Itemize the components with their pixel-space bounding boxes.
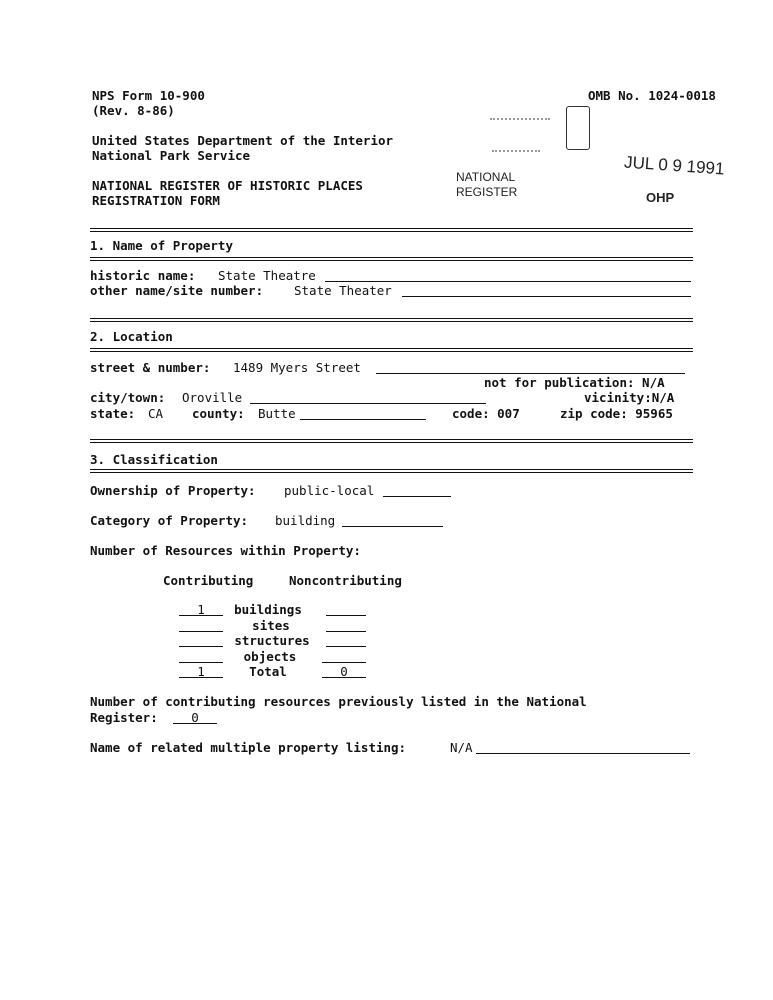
contributing-total: 1: [197, 664, 205, 679]
street-label: street & number:: [90, 360, 211, 375]
previously-listed-label: Register:: [90, 710, 158, 725]
vicinity: vicinity:N/A: [584, 390, 675, 405]
city-label: city/town:: [90, 390, 166, 405]
department-name: United States Department of the Interior: [92, 133, 394, 148]
section-divider: [90, 257, 693, 261]
historic-name-value: State Theatre: [218, 268, 316, 283]
section2-heading: 2. Location: [90, 329, 173, 344]
resources-heading: Number of Resources within Property:: [90, 543, 361, 558]
resource-label: structures: [234, 633, 310, 648]
resource-label: objects: [243, 649, 297, 664]
street-underline: [376, 373, 685, 374]
stamp-office: OHP: [646, 190, 675, 205]
state-value: CA: [148, 406, 164, 421]
city-value: Oroville: [182, 390, 243, 405]
stamp-national: NATIONAL: [456, 170, 516, 184]
form-number: NPS Form 10-900: [92, 88, 205, 103]
resource-total-label: Total: [249, 664, 287, 679]
section1-heading: 1. Name of Property: [90, 238, 233, 253]
category-label: Category of Property:: [90, 513, 249, 528]
section-divider: [90, 439, 693, 443]
ownership-label: Ownership of Property:: [90, 483, 256, 498]
stamp-date: JUL 0 9 1991: [623, 152, 726, 179]
historic-name-underline: [325, 281, 691, 282]
form-title: REGISTRATION FORM: [92, 193, 220, 208]
historic-name-label: historic name:: [90, 268, 196, 283]
other-name-underline: [402, 296, 691, 297]
register-title: NATIONAL REGISTER OF HISTORIC PLACES: [92, 178, 363, 193]
contributing-blank: [179, 662, 223, 663]
previously-listed-text: Number of contributing resources previously listed in the National: [90, 694, 587, 709]
stamp-smudge: [490, 118, 550, 122]
section-divider: [90, 348, 693, 352]
not-for-publication: not for publication: N/A: [484, 375, 665, 390]
stamp-smudge-2: [492, 150, 540, 154]
county-underline: [300, 419, 426, 420]
street-value: 1489 Myers Street: [233, 360, 361, 375]
form-revision: (Rev. 8-86): [92, 103, 175, 118]
other-name-value: State Theater: [294, 283, 392, 298]
category-underline: [342, 526, 443, 527]
section3-heading: 3. Classification: [90, 452, 218, 467]
resource-label: buildings: [234, 602, 302, 617]
county-label: county:: [192, 406, 245, 421]
multiple-listing-value: N/A: [450, 740, 473, 755]
resource-label: sites: [252, 618, 290, 633]
city-underline: [250, 403, 486, 404]
category-value: building: [275, 513, 336, 528]
contributing-header: Contributing: [163, 573, 254, 588]
multiple-listing-label: Name of related multiple property listing:: [90, 740, 407, 755]
noncontributing-blank: [326, 646, 366, 647]
state-label: state:: [90, 406, 136, 421]
ownership-underline: [383, 496, 451, 497]
omb-number: OMB No. 1024-0018: [588, 88, 716, 103]
zip-code: zip code: 95965: [560, 406, 673, 421]
section-divider: [90, 228, 693, 232]
ownership-value: public-local: [284, 483, 375, 498]
previously-listed-value: 0: [191, 710, 199, 725]
stamp-bracket: [566, 106, 590, 150]
noncontributing-total: 0: [340, 664, 348, 679]
multiple-listing-underline: [476, 753, 690, 754]
noncontributing-header: Noncontributing: [289, 573, 402, 588]
service-name: National Park Service: [92, 148, 251, 163]
county-code: code: 007: [452, 406, 520, 421]
noncontributing-blank: [322, 662, 366, 663]
contributing-blank: [179, 631, 223, 632]
noncontributing-blank: [326, 631, 366, 632]
contributing-count: 1: [197, 602, 205, 617]
section-divider: [90, 469, 693, 473]
section-divider: [90, 318, 693, 322]
county-value: Butte: [258, 406, 296, 421]
stamp-register: REGISTER: [456, 185, 518, 199]
contributing-blank: [179, 646, 223, 647]
other-name-label: other name/site number:: [90, 283, 264, 298]
noncontributing-blank: [326, 615, 366, 616]
